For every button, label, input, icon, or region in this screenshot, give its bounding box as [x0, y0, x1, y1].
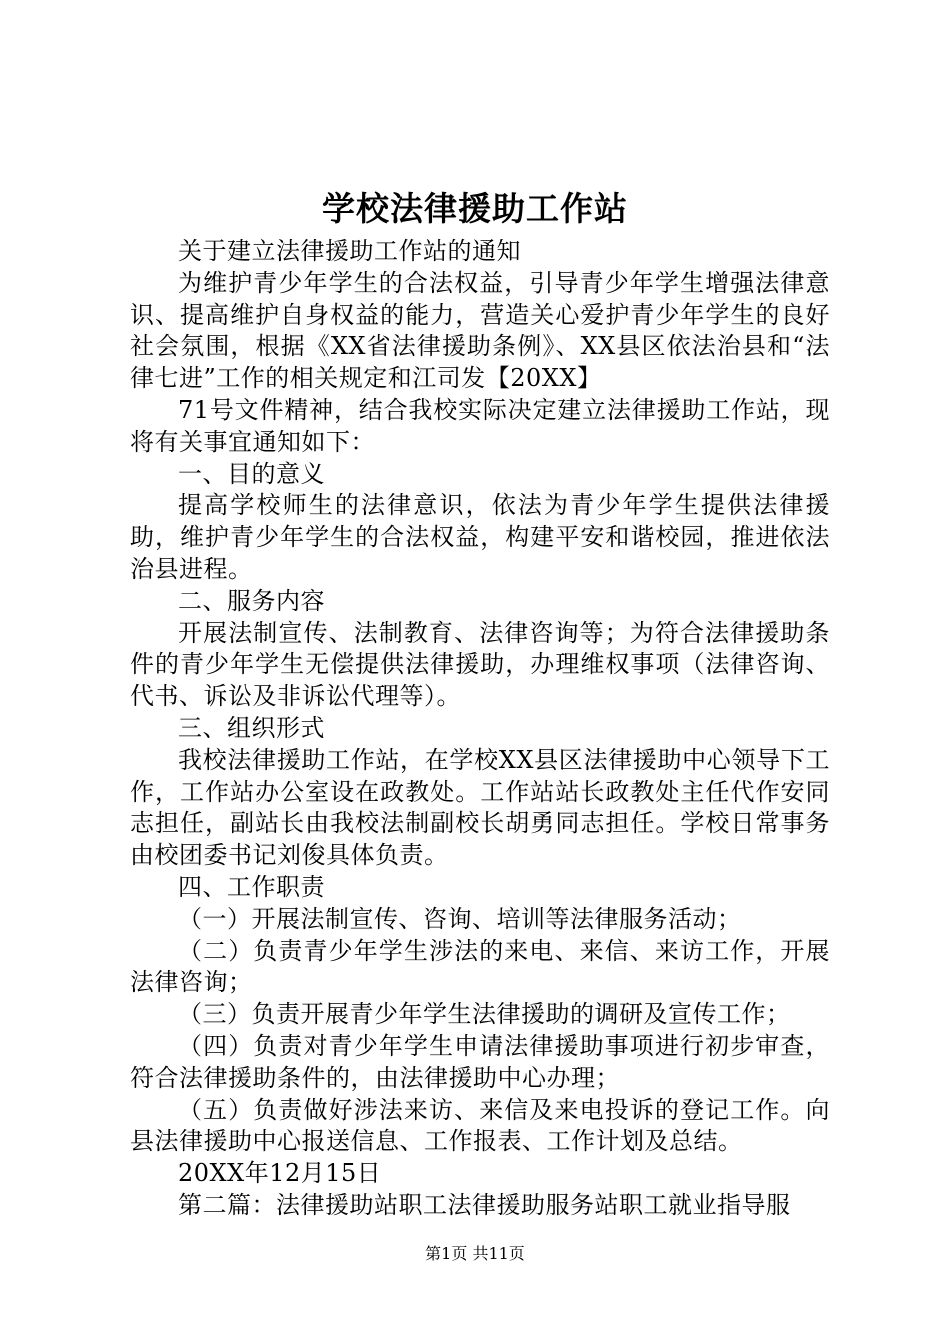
notice-heading: 关于建立法律援助工作站的通知 — [178, 237, 521, 265]
page-footer: 第1页 共11页 — [425, 1244, 525, 1263]
duty-item-5: （五）负责做好涉法来访、来信及来电投诉的登记工作。向县法律援助中心报送信息、工作报表、工作计划及总结。 — [130, 1095, 830, 1156]
document-date: 20XX年12月15日 — [178, 1159, 382, 1188]
next-article-heading: 第二篇：法律援助站职工法律援助服务站职工就业指导服 — [178, 1190, 791, 1219]
intro-paragraph-continued: 71号文件精神，结合我校实际决定建立法律援助工作站，现将有关事宜通知如下： — [130, 395, 830, 456]
services-paragraph: 开展法制宣传、法制教育、法律咨询等；为符合法律援助条件的青少年学生无偿提供法律援助，办理维权事项（法律咨询、代书、诉讼及非诉讼代理等）。 — [130, 618, 830, 711]
duty-item-3: （三）负责开展青少年学生法律援助的调研及宣传工作； — [178, 1000, 791, 1029]
organization-paragraph: 我校法律援助工作站，在学校XX县区法律援助中心领导下工作，工作站办公室设在政教处。工作站站长政教处主任代作安同志担任，副站长由我校法制副校长胡勇同志担任。学校日常事务由校团委书记刘俊具体负责。 — [130, 745, 830, 870]
section-heading-organization: 三、组织形式 — [178, 713, 325, 742]
intro-paragraph: 为维护青少年学生的合法权益，引导青少年学生增强法律意识、提高维护自身权益的能力，营造关心爱护青少年学生的良好社会氛围，根据《XX省法律援助条例》、XX县区依法治县和“法律七进”工作的相关规定和江司发【20XX】 — [130, 268, 830, 393]
document-title: 学校法律援助工作站 — [322, 189, 628, 228]
section-heading-duties: 四、工作职责 — [178, 872, 325, 901]
document-body — [130, 236, 830, 1222]
purpose-paragraph: 提高学校师生的法律意识，依法为青少年学生提供法律援助，维护青少年学生的合法权益，构建平安和谐校园，推进依法治县进程。 — [130, 491, 830, 583]
duty-item-4: （四）负责对青少年学生申请法律援助事项进行初步审查，符合法律援助条件的，由法律援助中心办理； — [130, 1031, 830, 1092]
section-heading-purpose: 一、目的意义 — [178, 459, 325, 488]
section-heading-services: 二、服务内容 — [178, 586, 325, 615]
duty-item-2: （二）负责青少年学生涉法的来电、来信、来访工作，开展法律咨询； — [130, 936, 830, 997]
duty-item-1: （一）开展法制宣传、咨询、培训等法律服务活动； — [178, 904, 742, 933]
